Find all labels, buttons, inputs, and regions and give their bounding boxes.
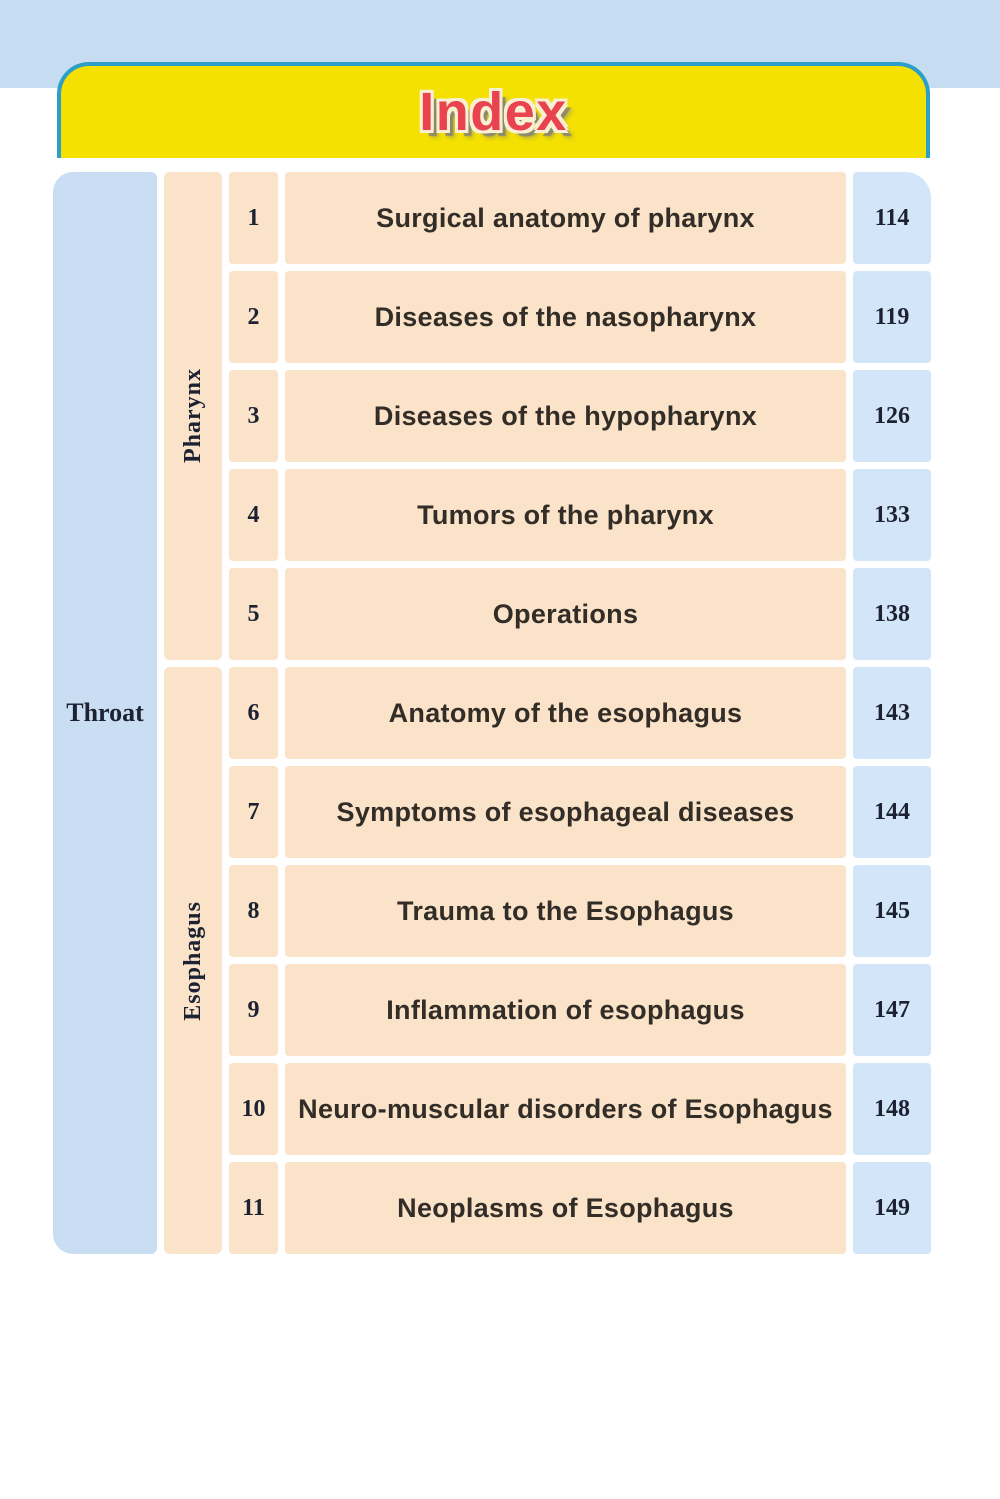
chapter-number-column [229, 172, 278, 1254]
chapter-number-cell: 4 [229, 469, 278, 561]
index-banner [57, 62, 930, 158]
page-number-cell: 138 [853, 568, 931, 660]
chapter-number-cell: 3 [229, 370, 278, 462]
chapter-number-cell: 11 [229, 1162, 278, 1254]
chapter-title-cell: Diseases of the nasopharynx [285, 271, 846, 363]
page-number-cell: 147 [853, 964, 931, 1056]
group-cell [164, 172, 222, 660]
chapter-title-cell: Surgical anatomy of pharynx [285, 172, 846, 264]
chapter-title-cell: Neoplasms of Esophagus [285, 1162, 846, 1254]
chapter-title-cell: Anatomy of the esophagus [285, 667, 846, 759]
page-number-cell: 145 [853, 865, 931, 957]
page-number-cell: 144 [853, 766, 931, 858]
page-title: Index [419, 82, 568, 142]
category-label: Throat [66, 698, 144, 727]
chapter-number-cell: 1 [229, 172, 278, 264]
chapter-number-cell: 6 [229, 667, 278, 759]
page-number-cell: 148 [853, 1063, 931, 1155]
chapter-number-cell: 9 [229, 964, 278, 1056]
group-cell [164, 667, 222, 1254]
category-cell [53, 172, 157, 1254]
chapter-title-column [285, 172, 846, 1254]
page-number-cell: 149 [853, 1162, 931, 1254]
chapter-title-cell: Symptoms of esophageal diseases [285, 766, 846, 858]
chapter-number-cell: 5 [229, 568, 278, 660]
page-number-column [853, 172, 931, 1254]
chapter-number-cell: 7 [229, 766, 278, 858]
page-number-cell: 133 [853, 469, 931, 561]
page-number-cell: 143 [853, 667, 931, 759]
chapter-title-cell: Tumors of the pharynx [285, 469, 846, 561]
chapter-title-cell: Diseases of the hypopharynx [285, 370, 846, 462]
chapter-title-cell: Operations [285, 568, 846, 660]
chapter-number-cell: 2 [229, 271, 278, 363]
page-number-cell: 119 [853, 271, 931, 363]
chapter-number-cell: 10 [229, 1063, 278, 1155]
chapter-title-cell: Inflammation of esophagus [285, 964, 846, 1056]
group-label: Pharynx [179, 368, 206, 464]
group-label: Esophagus [179, 900, 206, 1021]
chapter-title-cell: Neuro-muscular disorders of Esophagus [285, 1063, 846, 1155]
page-number-cell: 126 [853, 370, 931, 462]
group-column [164, 172, 222, 1254]
chapter-title-cell: Trauma to the Esophagus [285, 865, 846, 957]
chapter-number-cell: 8 [229, 865, 278, 957]
index-table [53, 172, 931, 1254]
page-number-cell: 114 [853, 172, 931, 264]
